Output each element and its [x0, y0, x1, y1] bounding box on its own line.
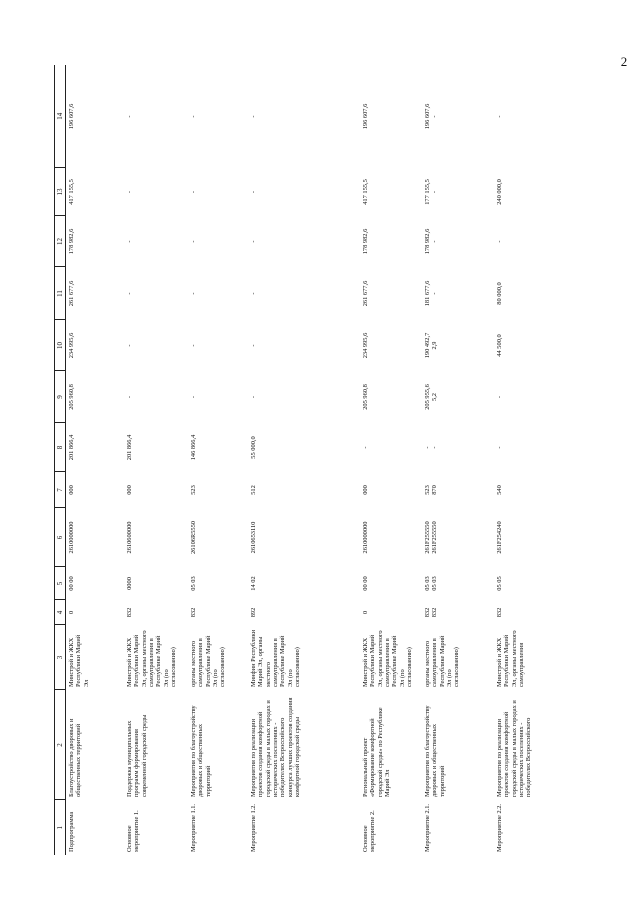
cell-col-4: 0 [362, 610, 370, 615]
cell-col-9: - [126, 395, 134, 399]
activity-2-1-row [422, 65, 494, 855]
cell-col-13: - [190, 190, 198, 194]
cell-col-4: 832 [190, 607, 198, 618]
cell-col-8: 146 866,4 [190, 434, 198, 461]
cell-col-14: - [496, 115, 504, 118]
cell-col-11: - [190, 292, 198, 295]
cell-col-7: 512 [250, 485, 258, 495]
header-cell: 6 [55, 508, 66, 567]
cell-col-14: 196 607,6 [68, 103, 76, 130]
cell-col-9: 205 960,8 [68, 384, 76, 410]
main-activity-2-row [360, 65, 422, 855]
header-cell: 1 [55, 800, 66, 855]
cell-col-5: 0000 [126, 577, 134, 590]
activity-1-1-row [188, 65, 248, 855]
cell-col-13: 240 000,0 [496, 179, 504, 205]
header-cell: 4 [55, 600, 66, 625]
cell-col-11: - [250, 292, 258, 295]
cell-col-11: 261 677,6 [68, 280, 76, 307]
cell-col-11: 261 677,6 [362, 280, 370, 307]
header-cell: 3 [55, 625, 66, 690]
header-cell: 13 [55, 168, 66, 216]
cell-col-2: Мероприятия по благоустройству дворовых и общественных территорий [190, 705, 212, 797]
cell-col-2: Благоустройство дворовых и общественных территорий [68, 718, 83, 797]
cell-col-2: Мероприятия по реализации проектов создания комфортной городской среды в малых городах и исторических поселениях - победителях Всероссийского конкурса лучших проектов создания комфортной городской среды [250, 697, 302, 797]
cell-col-2: Мероприятия по реализации проектов создания комфортной городской среды в малых городах и исторических поселениях - победителях Всероссийского [496, 700, 533, 797]
cell-col-8: 201 866,4 [68, 434, 76, 461]
cell-col-14: - [126, 115, 134, 118]
cell-col-1: Мероприятие 2.1. [424, 803, 432, 852]
cell-col-3: органы местного самоуправления в Республике Марий Эл (по согласованию) [424, 635, 461, 687]
cell-col-8: - - [424, 446, 439, 449]
cell-col-13: - [250, 190, 258, 194]
cell-col-12: - [126, 240, 134, 243]
cell-col-6: 2610653110 [250, 521, 258, 554]
cell-col-1: Мероприятие 1.2. [250, 803, 258, 852]
cell-col-8: - [496, 446, 504, 449]
cell-col-10: 44 500,0 [496, 334, 504, 357]
cell-col-7: 000 [68, 485, 76, 495]
cell-col-13: - [126, 190, 134, 194]
cell-col-3: Минстрой и ЖКХ Республики Марий Эл, органы местного самоуправления в Республике Марий Эл (по согласованию) [126, 630, 178, 687]
cell-col-9: 205 955,6 5,2 [424, 384, 439, 410]
cell-col-2: Поддержка муниципальных программ формирования современной городской среды [126, 714, 148, 797]
cell-col-11: 181 677,6 - [424, 280, 439, 307]
cell-col-12: 178 982,6 [68, 228, 76, 255]
cell-col-12: - [250, 240, 258, 243]
cell-col-8: 201 866,4 [126, 434, 134, 461]
cell-col-12: 178 982,6 [362, 228, 370, 255]
cell-col-12: - [496, 240, 504, 243]
cell-col-5: 05 05 [496, 576, 504, 591]
cell-col-5: 05 03 [190, 576, 198, 591]
cell-col-14: - [190, 115, 198, 118]
cell-col-7: 523 870 [424, 485, 439, 495]
cell-col-6: 2610000000 [362, 521, 370, 554]
cell-col-10: 190 492,7 2,9 [424, 332, 439, 359]
cell-col-6: 26106R5550 [190, 520, 198, 555]
cell-col-5: 00 00 [68, 576, 76, 591]
header-cell: 12 [55, 216, 66, 267]
cell-col-9: - [496, 395, 504, 399]
cell-col-10: 234 995,6 [362, 332, 370, 359]
cell-col-6: 2610600000 [126, 521, 134, 554]
cell-col-1: Мероприятие 2.2. [496, 803, 504, 852]
header-cell: 5 [55, 567, 66, 600]
cell-col-4: 892 [250, 607, 258, 618]
header-cell: 11 [55, 267, 66, 320]
activity-1-2-row [248, 65, 360, 855]
cell-col-4: 832 [496, 607, 504, 618]
cell-col-5: 14 02 [250, 576, 258, 591]
cell-col-6: 261F255550 261F255550 [424, 521, 439, 554]
cell-col-14: 196 607,6 - [424, 103, 439, 130]
cell-col-8: 55 000,0 [250, 436, 258, 459]
cell-col-7: 000 [362, 485, 370, 495]
cell-col-10: - [126, 344, 134, 347]
cell-col-9: - [250, 395, 258, 399]
cell-col-14: 196 607,6 [362, 103, 370, 130]
cell-col-14: - [250, 115, 258, 118]
cell-col-13: 417 155,5 [362, 179, 370, 205]
cell-col-6: 261F254240 [496, 521, 504, 554]
cell-col-2: Региональный проект «Формирование комфортной городской среды» по Республике Марий Эл [362, 707, 392, 797]
cell-col-10: 234 995,6 [68, 332, 76, 359]
cell-col-11: 80 000,0 [496, 282, 504, 305]
cell-col-12: 178 982,6 - [424, 228, 439, 255]
cell-col-9: - [190, 395, 198, 399]
header-cell: 7 [55, 472, 66, 508]
cell-col-7: 523 [190, 485, 198, 495]
cell-col-1: Основное мероприятие 1. [126, 810, 141, 852]
cell-col-4: 832 [126, 607, 134, 618]
cell-col-12: - [190, 240, 198, 243]
cell-col-3: Минстрой и ЖКХ Республики Марий Эл [68, 634, 90, 687]
cell-col-13: 177 155,5 - [424, 179, 439, 205]
cell-col-10: - [190, 344, 198, 347]
cell-col-3: Минфин Республики Марий Эл, органы местного самоуправления в Республике Марий Эл (по согласованию) [250, 629, 302, 687]
header-cell: 14 [55, 65, 66, 168]
cell-col-5: 00 00 [362, 576, 370, 591]
cell-col-3: Минстрой и ЖКХ Республики Марий Эл, органы местного самоуправления в Республике Марий Эл (по согласованию) [362, 630, 414, 687]
rotated-table-area [54, 65, 624, 855]
cell-col-7: 540 [496, 485, 504, 495]
cell-col-11: - [126, 292, 134, 295]
cell-col-10: - [250, 344, 258, 347]
cell-col-4: 832 832 [424, 607, 439, 618]
header-cell: 2 [55, 690, 66, 800]
cell-col-3: Минстрой и ЖКХ Республики Марий Эл, органы местного самоуправления [496, 630, 526, 687]
header-cell: 9 [55, 371, 66, 423]
page-number: 2 [620, 54, 628, 69]
subprogram-row [66, 65, 125, 855]
cell-col-2: Мероприятия по благоустройству дворовых и общественных территорий [424, 705, 446, 797]
budget-table [54, 65, 558, 855]
cell-col-7: 000 [126, 485, 134, 495]
header-cell: 10 [55, 320, 66, 371]
cell-col-13: 417 155,5 [68, 179, 76, 205]
table-header-row [55, 65, 66, 855]
cell-col-6: 2610000000 [68, 521, 76, 554]
cell-col-5: 05 03 05 03 [424, 576, 439, 591]
cell-col-8: - [362, 446, 370, 449]
cell-col-1: Подпрограмма [68, 811, 76, 852]
cell-col-1: Основное мероприятие 2. [362, 810, 377, 852]
header-cell: 8 [55, 423, 66, 472]
activity-2-2-row [494, 65, 558, 855]
main-activity-1-row [124, 65, 188, 855]
cell-col-4: 0 [68, 610, 76, 615]
cell-col-3: органы местного самоуправления в Республике Марий Эл (по согласованию) [190, 635, 227, 687]
cell-col-1: Мероприятие 1.1. [190, 803, 198, 852]
cell-col-9: 205 960,8 [362, 384, 370, 410]
